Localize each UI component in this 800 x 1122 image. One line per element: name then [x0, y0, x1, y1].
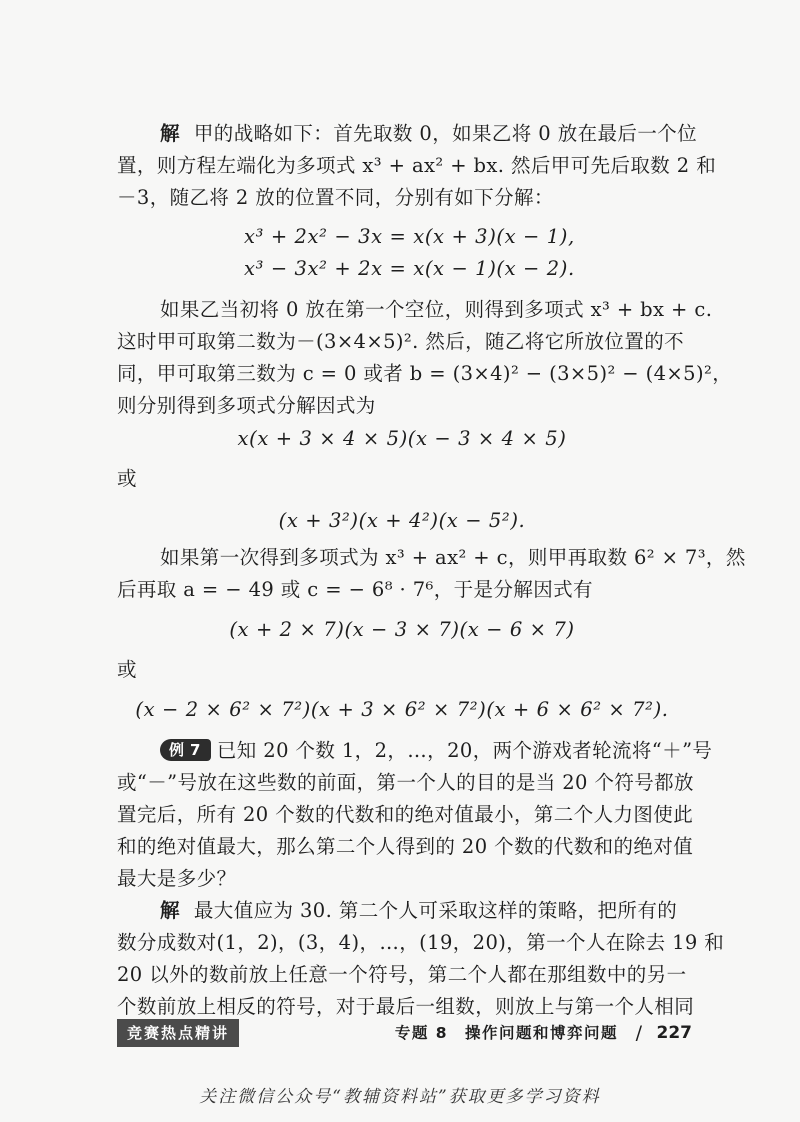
equation: x³ − 3x² + 2x = x(x − 1)(x − 2).: [244, 257, 575, 280]
example-text: 已知 20 个数 1，2，…，20，两个游戏者轮流将“＋”号: [216, 739, 713, 762]
solution-line: [160, 118, 698, 150]
solution-line: 20 以外的数前放上任意一个符号，第二个人都在那组数中的另一: [117, 963, 687, 986]
page-footer: [117, 1019, 692, 1047]
equation: x³ + 2x² − 3x = x(x + 3)(x − 1),: [244, 225, 575, 248]
paragraph-line: 如果第一次得到多项式为 x³ + ax² + c，则甲再取数 6² × 7³，然: [160, 546, 746, 569]
example-line: 或“－”号放在这些数的前面，第一个人的目的是当 20 个符号都放: [117, 771, 694, 794]
paragraph-line: 同，甲可取第三数为 c = 0 或者 b = (3×4)² − (3×5)² − (4×5)²，: [117, 362, 733, 385]
equation: x(x + 3 × 4 × 5)(x − 3 × 4 × 5): [237, 427, 567, 450]
example-badge: 例 7: [160, 739, 211, 761]
paragraph-line: 如果乙当初将 0 放在第一个空位，则得到多项式 x³ + bx + c.: [160, 298, 713, 321]
watermark-text: 关注微信公众号“教辅资料站”获取更多学习资料: [199, 1087, 601, 1107]
equation: (x + 3²)(x + 4²)(x − 5²).: [278, 509, 526, 532]
example-line: [160, 735, 713, 767]
or-label: 或: [117, 467, 137, 490]
example-line: 置完后，所有 20 个数的代数和的绝对值最小，第二个人力图使此: [117, 803, 694, 826]
solution-marker: 解: [160, 899, 180, 922]
example-line: 和的绝对值最大，那么第二个人得到的 20 个数的代数和的绝对值: [117, 835, 694, 858]
chapter-title: 专题 8 操作问题和博弈问题: [394, 1024, 618, 1042]
equation: (x − 2 × 6² × 7²)(x + 3 × 6² × 7²)(x + 6 × 6² × 7²).: [135, 698, 669, 721]
or-label: 或: [117, 658, 137, 681]
page-number: 227: [656, 1023, 692, 1043]
paragraph-line: 这时甲可取第二数为－(3×4×5)². 然后，随乙将它所放位置的不: [117, 330, 685, 353]
example-line: 最大是多少？: [117, 867, 237, 890]
solution-line: －3，随乙将 2 放的位置不同，分别有如下分解：: [117, 186, 554, 209]
paragraph-line: 后再取 a = − 49 或 c = − 6⁸ · 7⁶，于是分解因式有: [117, 578, 593, 601]
solution-line: 个数前放上相反的符号，对于最后一组数，则放上与第一个人相同: [117, 995, 695, 1018]
section-label: 竞赛热点精讲: [117, 1019, 239, 1047]
solution-line: [160, 895, 687, 927]
footer-divider: /: [635, 1022, 642, 1044]
solution-line: 置，则方程左端化为多项式 x³ + ax² + bx. 然后甲可先后取数 2 和: [117, 154, 717, 177]
solution-line: 数分成数对(1，2)，(3，4)，…，(19，20)，第一个人在除去 19 和: [117, 931, 725, 954]
solution-text: 甲的战略如下：首先取数 0，如果乙将 0 放在最后一个位: [193, 122, 698, 145]
paragraph-line: 则分别得到多项式分解因式为: [117, 394, 376, 417]
solution-text: 最大值应为 30. 第二个人可采取这样的策略，把所有的: [193, 899, 678, 922]
equation: (x + 2 × 7)(x − 3 × 7)(x − 6 × 7): [229, 618, 575, 641]
solution-marker: 解: [160, 122, 180, 145]
